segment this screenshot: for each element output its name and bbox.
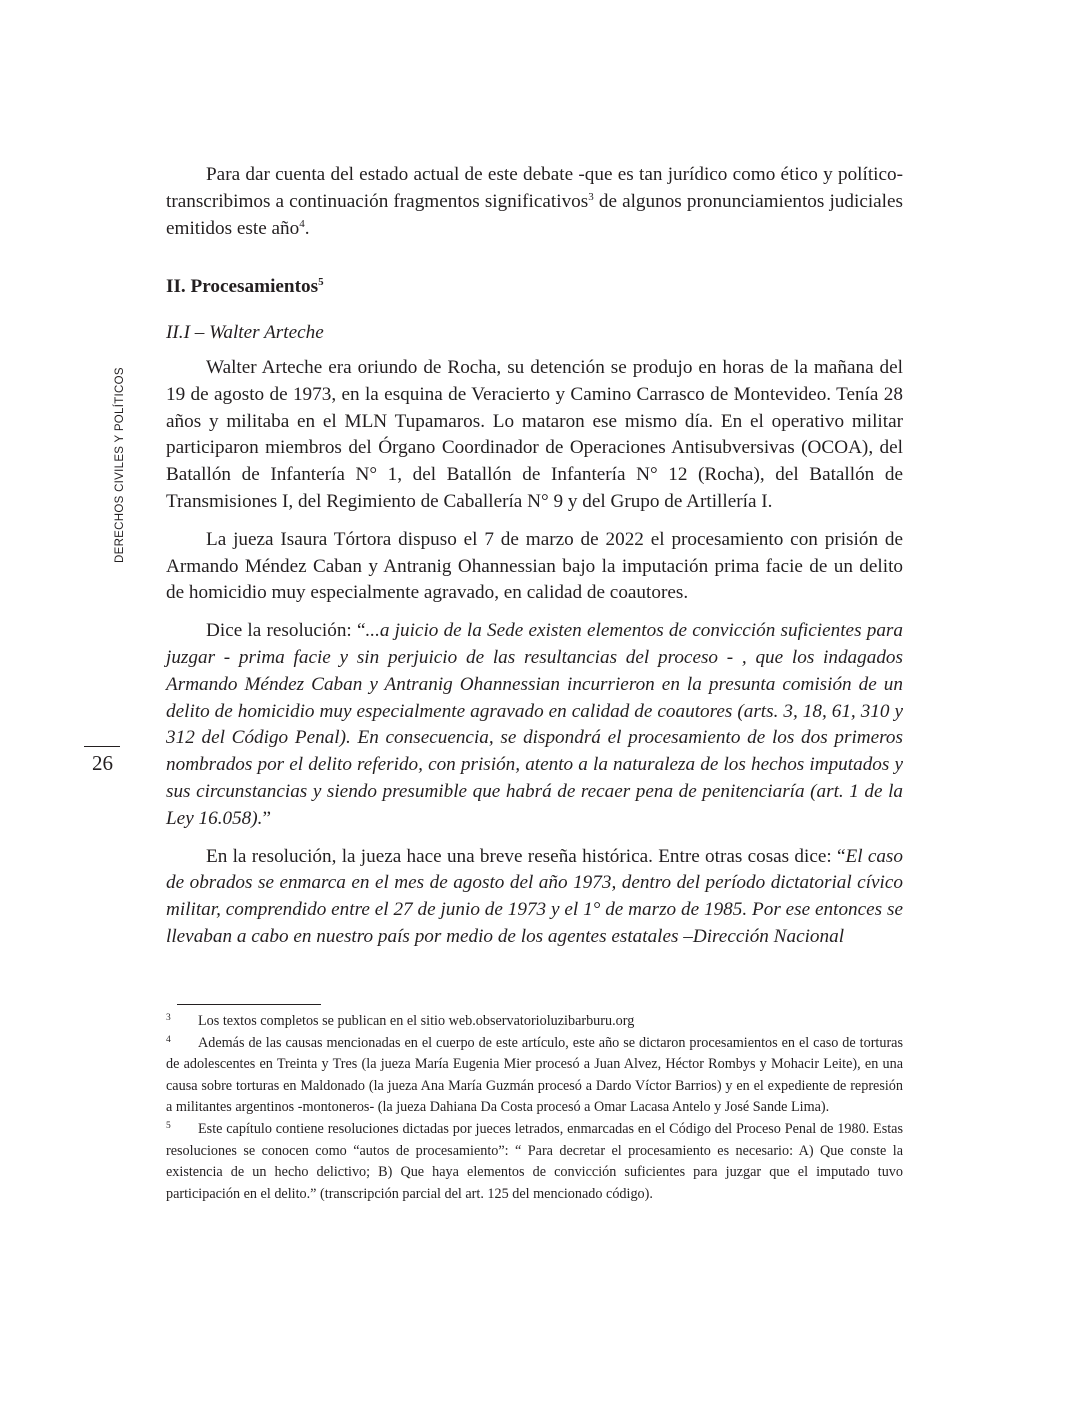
subsection-heading: II.I – Walter Arteche: [166, 322, 324, 344]
footnote-3: 3 Los textos completos se publican en el sitio web.observatorioluzibarburu.org: [166, 1013, 635, 1029]
footnote-5: 5 Este capítulo contiene resoluciones dictadas por jueces letrados, enmarcadas en el Código del Proceso Penal de 1980. Estas resoluciones se conocen como “autos de procesamiento”: “ Para decretar el procesamiento es necesario: A) Que conste la existencia de un hecho delictivo; B) Que haya elementos de convicción suficientes para juzgar que el imputado tuvo participación en el delito.” (transcripción parcial del art. 125 del mencionado código).: [166, 1120, 903, 1202]
section-heading: [166, 274, 903, 301]
intro-paragraph: [166, 162, 903, 242]
footnote-ref-3[interactable]: 3: [588, 190, 594, 203]
intro-text-b: de algunos pronunciamientos judiciales emitidos este año: [166, 190, 903, 239]
footnote-ref-5[interactable]: 5: [318, 276, 324, 289]
resolucion-close-quote: ”: [262, 807, 271, 829]
footnote-text: Este capítulo contiene resoluciones dictadas por jueces letrados, enmarcadas en el Código del Proceso Penal de 1980. Estas resoluciones se conocen como “autos de procesamiento”: “ Para decretar el procesamiento es necesario: A) Que conste la existencia de un hecho delictivo; B) Que haya elementos de convicción suficientes para juzgar que el imputado tuvo participación en el delito.” (transcripción parcial del art. 125 del mencionado código).: [166, 1120, 903, 1202]
running-header: DERECHOS CIVILES Y POLÍTICOS: [114, 367, 126, 563]
footnote-separator: [177, 1004, 321, 1005]
paragraph-procesamiento: La jueza Isaura Tórtora dispuso el 7 de marzo de 2022 el procesamiento con prisión de Armando Méndez Caban y Antranig Ohannessian bajo la imputación prima facie de un delito de homicidio muy especialmente agravado, en calidad de coautores.: [166, 528, 903, 604]
page-number: 26: [92, 751, 113, 775]
footnote-text: Los textos completos se publican en el sitio web.observatorioluzibarburu.org: [198, 1013, 635, 1029]
resolucion-lead: Dice la resolución: “: [206, 620, 366, 642]
resolucion-quote: ...a juicio de la Sede existen elementos de convicción suficientes para juzgar - prima facie y sin perjuicio de las resultancias del proceso - , que los indagados Armando Méndez Caban y Antranig Ohannessian incurrieron en la presunta comisión de un delito de homicidio muy especialmente agravado en calidad de coautores (arts. 3, 18, 61, 310 y 312 del Código Penal). En consecuencia, se dispondrá el procesamiento de los dos primeros nombrados por el delito referido, con prisión, atento a la naturaleza de los hechos imputados y sus circunstancias y siendo presumible que habrá de recaer pena de penitenciaría (art. 1 de la Ley 16.058).: [166, 620, 903, 829]
footnote-text: Además de las causas mencionadas en el cuerpo de este artículo, este año se dictaron procesamientos en el caso de torturas de adolescentes en Treinta y Tres (la jueza María Eugenia Mier procesó a Juan Alvez, Héctor Rombys y Mohacir Leite), en una causa sobre torturas en Maldonado (la jueza Ana María Guzmán procesó a Dardo Víctor Barrios) y en el expediente de represión a militantes argentinos -montoneros- (la jueza Dahiana Da Costa procesó a Omar Lacasa Antelo y José Sande Lima).: [166, 1034, 903, 1116]
resena-quote: El caso de obrados se enmarca en el mes de agosto del año 1973, dentro del período dictatorial cívico militar, comprendido entre el 27 de junio de 1973 y el 1° de marzo de 1985. Por ese entonces se llevaban a cabo en nuestro país por medio de los agentes estatales –Dirección Nacional: [166, 845, 903, 947]
paragraph-resena-historica: [166, 844, 903, 951]
intro-text-c: .: [304, 217, 310, 239]
section-title: II. Procesamientos: [166, 276, 319, 298]
paragraph-resolucion: [166, 618, 903, 832]
main-text: [166, 162, 903, 962]
footnote-ref-4[interactable]: 4: [299, 217, 305, 230]
intro-text-a: Para dar cuenta del estado actual de este debate -que es tan jurídico como ético y político- transcribimos a continuación fragmentos significativos: [166, 164, 903, 212]
paragraph-arteche: Walter Arteche era oriundo de Rocha, su detención se produjo en horas de la mañana del 19 de agosto de 1973, en la esquina de Veracierto y Camino Carrasco de Montevideo. Tenía 28 años y militaba en el MLN Tupamaros. Lo mataron ese mismo día. En el operativo militar participaron miembros del Órgano Coordinador de Operaciones Antisubversivas (OCOA), del Batallón de Infantería N° 1, del Batallón de Infantería N° 12 (Rocha), del Batallón de Transmisiones I, del Regimiento de Caballería N° 9 y del Grupo de Artillería I.: [166, 356, 903, 512]
page-number-rule: [84, 746, 120, 747]
footnote-4: 4 Además de las causas mencionadas en el cuerpo de este artículo, este año se dictaron procesamientos en el caso de torturas de adolescentes en Treinta y Tres (la jueza María Eugenia Mier procesó a Juan Alvez, Héctor Rombys y Mohacir Leite), en una causa sobre torturas en Maldonado (la jueza Ana María Guzmán procesó a Dardo Víctor Barrios) y en el expediente de represión a militantes argentinos -montoneros- (la jueza Dahiana Da Costa procesó a Omar Lacasa Antelo y José Sande Lima).: [166, 1034, 903, 1116]
footnotes: [166, 1011, 903, 1205]
resena-lead: En la resolución, la jueza hace una breve reseña histórica. Entre otras cosas dice: “: [206, 845, 846, 867]
